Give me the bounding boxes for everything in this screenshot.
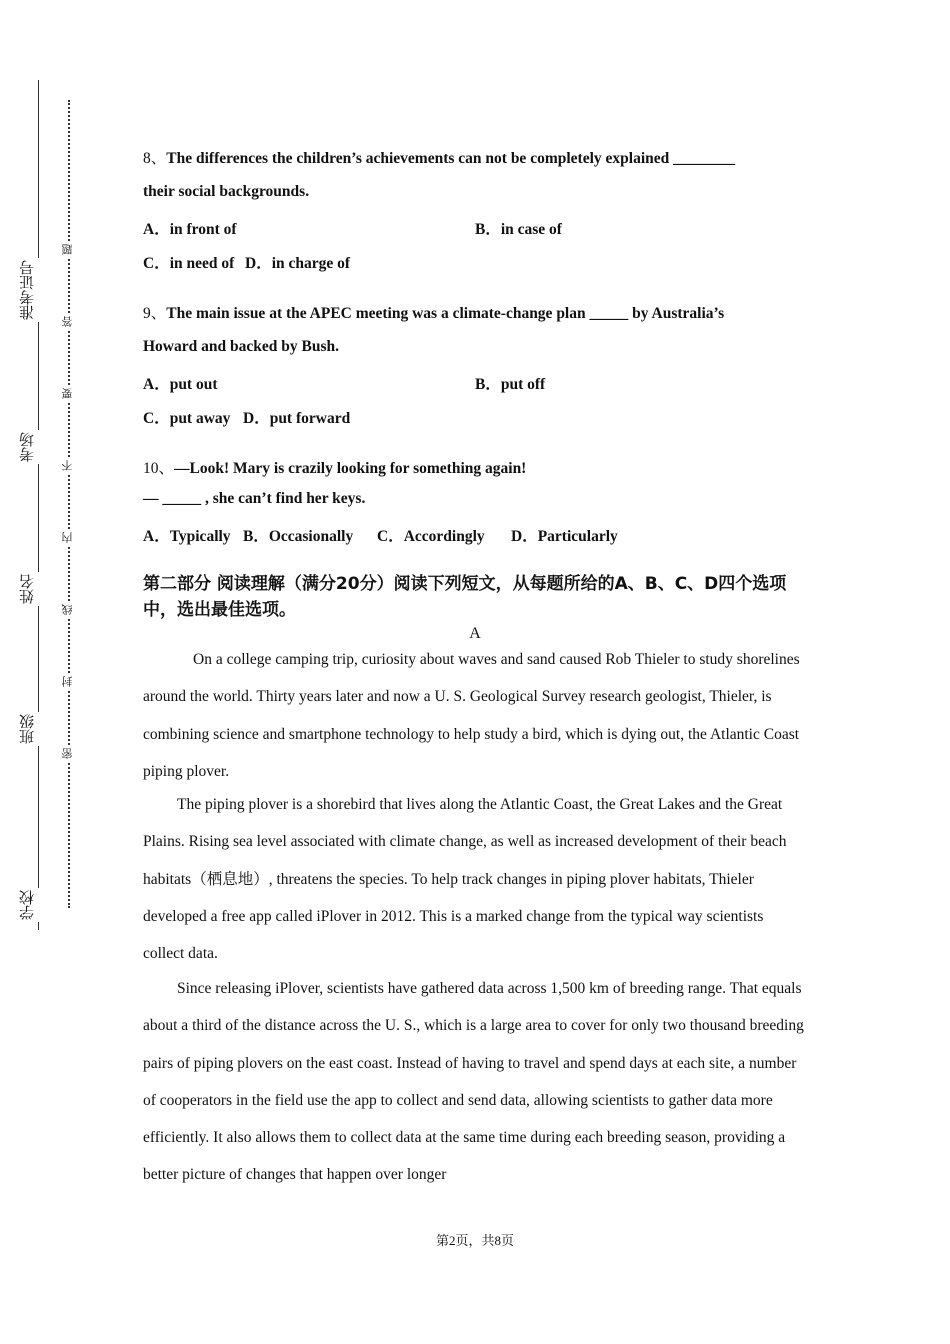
question-stem-line2: their social backgrounds. — [143, 183, 310, 200]
seal-char: 封 — [61, 676, 74, 687]
paragraph-2: The piping plover is a shorebird that lives along the Atlantic Coast, the Great Lakes and the Great Plains. Rising sea level associated with climate change, as well as increased development of their beach habitats（栖息地）, threatens the species. To help track changes in piping plover habitats, Thieler developed a free app called iPlover in 2012. This is a marked change from the typical way scientists collect data. — [143, 796, 787, 963]
seal-char: 内 — [61, 532, 74, 543]
question-stem-line1: The main issue at the APEC meeting was a climate-change plan _____ by Australia’s — [166, 305, 725, 322]
question-stem-line1: The differences the children’s achievements can not be completely explained ________ — [166, 150, 736, 167]
seal-char: 线 — [61, 604, 74, 615]
option-a: A．in front of — [143, 221, 237, 238]
option-a: A．Typically — [143, 528, 231, 545]
option-c: C．Accordingly — [377, 528, 485, 545]
paragraph-3: Since releasing iPlover, scientists have gathered data across 1,500 km of breeding range. That equals about a third of the distance across the U. S., which is a large area to cover for only two thousand breeding pairs of piping plovers on the east coast. Instead of having to travel and spend days at each site, a number of cooperators in the field use the app to collect and send data, allowing scientists to gather data more efficiently. It also allows them to collect data at the same time during each breeding season, providing a better picture of changes that happen over longer — [143, 980, 804, 1184]
option-d: D．Particularly — [511, 528, 618, 545]
seal-char: 答 — [61, 316, 74, 327]
question-number: 10、 — [143, 460, 175, 477]
seal-char: 不 — [61, 460, 74, 471]
question-stem-line2: — _____ , she can’t find her keys. — [143, 490, 366, 507]
label-school: 学校 — [16, 888, 46, 922]
binding-margin — [14, 80, 58, 930]
section-title: 第二部分 阅读理解（满分20分）阅读下列短文，从每题所给的A、B、C、D四个选项中，选出最佳选项。 — [143, 574, 787, 620]
binding-line — [38, 80, 39, 930]
option-a: A．put out — [143, 376, 218, 393]
option-b: B．Occasionally — [243, 528, 354, 545]
question-stem-line2: Howard and backed by Bush. — [143, 338, 339, 355]
question-number: 8、 — [143, 150, 167, 167]
seal-char: 题 — [61, 244, 74, 255]
paragraph-1: On a college camping trip, curiosity about waves and sand caused Rob Thieler to study shorelines around the world. Thirty years later and now a U. S. Geological Survey research geologist, Thieler, is combining science and smartphone technology to help study a bird, which is dying out, the Atlantic Coast piping plover. — [143, 651, 800, 780]
question-stem — [143, 301, 724, 323]
option-b: B．in case of — [475, 221, 562, 238]
seal-char: 要 — [61, 388, 74, 399]
page-footer: 第2页，共8页 — [435, 1233, 514, 1248]
seal-char: 密 — [61, 748, 74, 759]
label-name: 姓名 — [16, 572, 46, 606]
option-b: B．put off — [475, 376, 546, 393]
passage-letter: A — [469, 625, 481, 642]
option-c: C．put away — [143, 410, 231, 427]
label-exam-room: 考场 — [16, 430, 46, 464]
label-class: 班级 — [16, 712, 46, 746]
question-stem — [143, 146, 735, 168]
option-d: D．in charge of — [245, 255, 351, 272]
seal-dotted-line — [68, 100, 70, 908]
option-d: D．put forward — [243, 410, 351, 427]
label-exam-number: 准考证号 — [16, 258, 46, 322]
question-stem-line1: —Look! Mary is crazily looking for something again! — [174, 460, 527, 477]
question-number: 9、 — [143, 305, 167, 322]
question-stem — [143, 456, 526, 478]
option-c: C．in need of — [143, 255, 235, 272]
